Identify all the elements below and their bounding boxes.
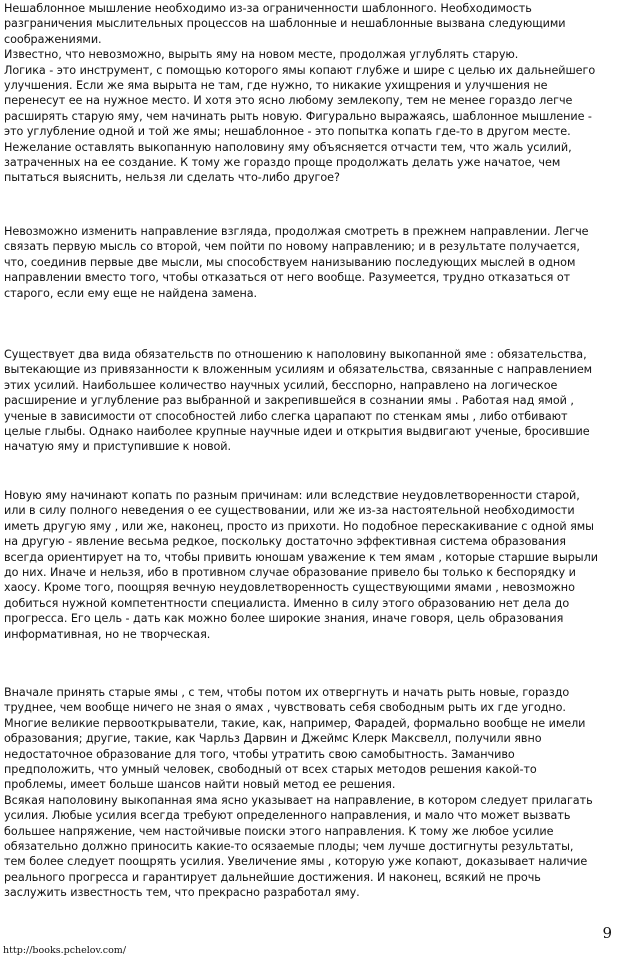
paragraph	[4, 347, 616, 455]
text-line: Всякая наполовину выкопанная яма ясно указывает на направление, в котором следует прилагать	[4, 793, 593, 807]
text-line: на другую - явление весьма редкое, поскольку достаточно эффективная система образования	[4, 535, 566, 549]
text-line: обязательно должно приносить какие-то осязаемые плоды; чем лучше достигнуты результаты,	[4, 840, 574, 854]
footer-url: http://books.pchelov.com/	[3, 945, 127, 956]
text-line: добиться нужной компетентности специалиста. Именно в силу этого образованию нет дела до	[4, 596, 570, 610]
text-line: заслужить известность тем, что прекрасно разработал яму.	[4, 886, 360, 900]
text-line: хаосу. Кроме того, поощряя вечную неудовлетворенность существующими ямами , невозможно	[4, 581, 575, 595]
paragraph	[4, 1, 616, 186]
text-line: недостаточное образование для того, чтобы утратить свою самобытность. Заманчиво	[4, 747, 515, 761]
text-line: целые глыбы. Однако наиболее крупные научные идеи и открытия выдвигают ученые, бросившие	[4, 425, 590, 439]
text-line: Нежелание оставлять выкопанную наполовину яму объясняется отчасти тем, что жаль усилий,	[4, 140, 572, 154]
text-line: начатую яму и приступившие к новой.	[4, 440, 232, 454]
text-line: тем более следует поощрять усилия. Увеличение ямы , которую уже копают, доказывает наличие	[4, 855, 588, 869]
text-line: проблемы, имеет больше шансов найти новый метод ее решения.	[4, 778, 396, 792]
page-number: 9	[602, 924, 612, 942]
text-line: этих усилий. Наибольшее количество научных усилий, бесспорно, направлено на логическое	[4, 378, 558, 392]
text-line: Нешаблонное мышление необходимо из-за ограниченности шаблонного. Необходимость	[4, 2, 532, 15]
text-line: Вначале принять старые ямы , с тем, чтобы потом их отвергнуть и начать рыть новые, гораздо	[4, 686, 570, 699]
text-line: направлении вместо того, чтобы отказаться от него вообще. Разумеется, трудно отказаться от	[4, 271, 571, 285]
text-line: или в силу полного неведения о ее существовании, или же из-за настоятельной необходимости	[4, 504, 575, 518]
text-line: до них. Иначе и нельзя, ибо в противном случае образование привело бы только к беспорядку и	[4, 566, 576, 580]
text-line: связать первую мысль со второй, чем пойти по новому направлению; и в результате получается,	[4, 240, 580, 254]
text-line: вытекающие из привязанности к вложенным усилиям и обязательства, связанные с направлением	[4, 363, 593, 377]
text-line: усилия. Любые усилия всегда требуют определенного направления, и мало что может вызвать	[4, 809, 571, 823]
text-line: Существует два вида обязательств по отношению к наполовину выкопанной яме : обязательства,	[4, 348, 587, 361]
text-line: всегда ориентирует на то, чтобы привить юношам уважение к тем ямам , которые старшие вырыли	[4, 550, 598, 564]
text-line: Многие великие первооткрыватели, такие, как, например, Фарадей, формально вообще не имели	[4, 716, 586, 730]
paragraph	[4, 488, 616, 642]
text-line: перенесут ее на нужное место. И хотя это ясно любому землекопу, тем не менее гораздо легче	[4, 94, 573, 108]
text-line: Невозможно изменить направление взгляда, продолжая смотреть в прежнем направлении. Легче	[4, 225, 589, 238]
text-line: соображениями.	[4, 32, 102, 46]
text-line: пытаться выяснить, нельзя ли сделать что-либо другое?	[4, 171, 340, 185]
text-line: труднее, чем вообще ничего не зная о ямах , чувствовать себя свободным рыть их где угодно.	[4, 701, 566, 715]
text-line: большее напряжение, чем настойчивые поиски этого направления. К тому же любое усилие	[4, 824, 554, 838]
text-line: улучшения. Если же яма вырыта не там, где нужно, то никакие ухищрения и улучшения не	[4, 79, 548, 93]
text-line: Новую яму начинают копать по разным причинам: или вследствие неудовлетворенности старой,	[4, 489, 580, 502]
text-line: расширять старую яму, чем начинать рыть новую. Фигурально выражаясь, шаблонное мышление -	[4, 109, 592, 123]
text-line: образования; другие, такие, как Чарльз Дарвин и Джеймс Клерк Максвелл, получили явно	[4, 732, 542, 746]
text-line: ученые в зависимости от способностей либо слегка царапают по стенкам ямы , либо отбивают	[4, 409, 568, 423]
text-line: расширение и углубление раз выбранной и закрепившейся в сознании ямы . Работая над ямой ,	[4, 394, 574, 408]
text-line: реального прогресса и гарантирует дальнейшие достижения. И наконец, всякий не прочь	[4, 870, 541, 884]
text-line: разграничения мыслительных процессов на шаблонные и нешаблонные вызвана следующими	[4, 17, 566, 31]
text-line: прогресса. Его цель - дать как можно более широкие знания, иначе говоря, цель образования	[4, 612, 564, 626]
paragraph	[4, 685, 616, 901]
text-line: предположить, что умный человек, свободный от всех старых методов решения какой-то	[4, 763, 537, 777]
text-line: Известно, что невозможно, вырыть яму на новом месте, продолжая углублять старую.	[4, 48, 519, 62]
text-line: это углубление одной и той же ямы; нешаблонное - это попытка копать где-то в другом месте.	[4, 125, 571, 139]
text-line: старого, если ему еще не найдена замена.	[4, 286, 258, 300]
text-line: информативная, но не творческая.	[4, 627, 211, 641]
text-line: иметь другую яму , или же, наконец, просто из прихоти. Но подобное перескакивание с одной ямы	[4, 519, 594, 533]
text-line: что, соединив первые две мысли, мы способствуем нанизыванию последующих мыслей в одном	[4, 255, 576, 269]
text-line: Логика - это инструмент, с помощью которого ямы копают глубже и шире с целью их дальнейшего	[4, 63, 596, 77]
paragraph	[4, 224, 616, 301]
text-line: затраченных на ее создание. К тому же гораздо проще продолжать делать уже начатое, чем	[4, 156, 561, 170]
